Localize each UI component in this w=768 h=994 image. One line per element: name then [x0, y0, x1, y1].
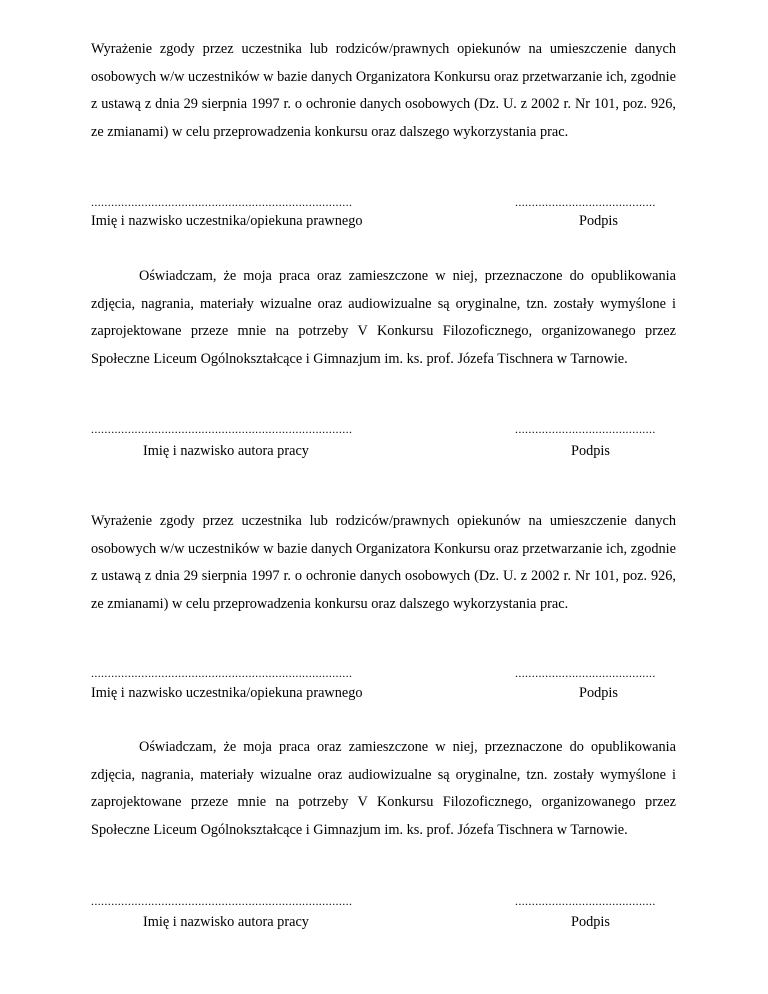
signature-line-name: ..............................................................................: [91, 422, 353, 436]
name-label-author: Imię i nazwisko autora pracy: [143, 443, 309, 459]
name-label-participant-guardian: Imię i nazwisko uczestnika/opiekuna prawnego: [91, 213, 363, 229]
signature-label: Podpis: [579, 685, 618, 701]
consent-paragraph: Wyrażenie zgody przez uczestnika lub rodziców/prawnych opiekunów na umieszczenie danych osobowych w/w uczestników w bazie danych Organizatora Konkursu oraz przetwarzanie ich, zgodnie z ustawą z dnia 29 sierpnia 1997 r. o ochronie danych osobowych (Dz. U. z 2002 r. Nr 101, poz. 926, ze zmianami) w celu przeprowadzenia konkursu oraz dalszego wykorzystania prac.: [91, 41, 676, 140]
signature-line-signature: ..........................................: [515, 666, 656, 680]
signature-line-signature: ..........................................: [515, 422, 656, 436]
consent-paragraph: Wyrażenie zgody przez uczestnika lub rodziców/prawnych opiekunów na umieszczenie danych osobowych w/w uczestników w bazie danych Organizatora Konkursu oraz przetwarzanie ich, zgodnie z ustawą z dnia 29 sierpnia 1997 r. o ochronie danych osobowych (Dz. U. z 2002 r. Nr 101, poz. 926, ze zmianami) w celu przeprowadzenia konkursu oraz dalszego wykorzystania prac.: [91, 513, 676, 612]
signature-line-name: ..............................................................................: [91, 666, 353, 680]
signature-line-signature: ..........................................: [515, 894, 656, 908]
signature-line-name: ..............................................................................: [91, 894, 353, 908]
signature-label: Podpis: [571, 443, 610, 459]
signature-line-signature: ..........................................: [515, 195, 656, 209]
signature-line-name: ..............................................................................: [91, 195, 353, 209]
declaration-paragraph: Oświadczam, że moja praca oraz zamieszczone w niej, przeznaczone do opublikowania zdjęcia, nagrania, materiały wizualne oraz audiowizualne są oryginalne, tzn. zostały wymyślone i zaprojektowane przeze mnie na potrzeby V Konkursu Filozoficznego, organizowanego przez Społeczne Liceum Ogólnokształcące i Gimnazjum im. ks. prof. Józefa Tischnera w Tarnowie.: [91, 268, 676, 367]
signature-label: Podpis: [579, 213, 618, 229]
signature-label: Podpis: [571, 914, 610, 930]
name-label-author: Imię i nazwisko autora pracy: [143, 914, 309, 930]
name-label-participant-guardian: Imię i nazwisko uczestnika/opiekuna prawnego: [91, 685, 363, 701]
document-page: [91, 0, 676, 994]
declaration-paragraph: Oświadczam, że moja praca oraz zamieszczone w niej, przeznaczone do opublikowania zdjęcia, nagrania, materiały wizualne oraz audiowizualne są oryginalne, tzn. zostały wymyślone i zaprojektowane przeze mnie na potrzeby V Konkursu Filozoficznego, organizowanego przez Społeczne Liceum Ogólnokształcące i Gimnazjum im. ks. prof. Józefa Tischnera w Tarnowie.: [91, 739, 676, 838]
